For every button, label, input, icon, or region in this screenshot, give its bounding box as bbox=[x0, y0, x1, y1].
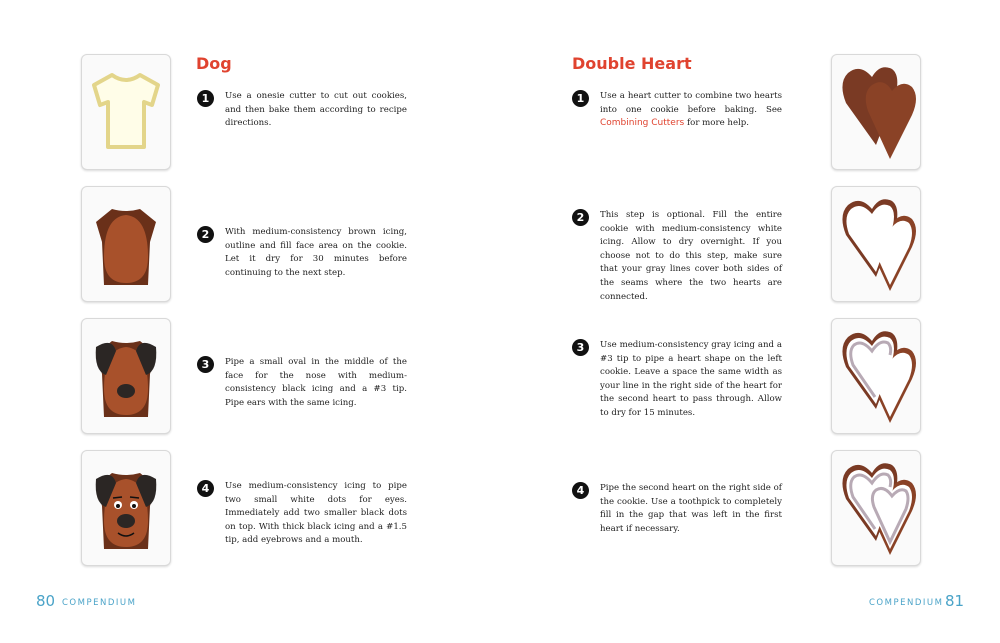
heart-step-1 bbox=[572, 90, 782, 131]
dog-step3-photo bbox=[81, 318, 171, 434]
right-page-number: 81 bbox=[945, 592, 965, 610]
heart-step1-photo bbox=[831, 54, 921, 170]
dog-step-1 bbox=[197, 90, 407, 131]
dog-step-3 bbox=[197, 356, 407, 410]
left-footer-label: COMPENDIUM bbox=[62, 598, 137, 608]
double-heart-title: Double Heart bbox=[572, 54, 692, 73]
step-number-badge: 4 bbox=[572, 482, 589, 499]
step-text: Pipe the second heart on the right side of the cookie. Use a toothpick to completely fill in the gap that was left in the first heart if necessary. bbox=[600, 483, 782, 534]
dog-title: Dog bbox=[196, 54, 232, 73]
heart-step3-photo bbox=[831, 318, 921, 434]
step-text: Use medium-consistency gray icing and a #3 tip to pipe a heart shape on the left cookie. Leave a space the same width as your line in the right side of the heart for the second heart to pass through. Allow to dry for 15 minutes. bbox=[600, 340, 782, 418]
heart-step-2 bbox=[572, 209, 782, 304]
dog-step4-photo bbox=[81, 450, 171, 566]
heart-step4-photo bbox=[831, 450, 921, 566]
step-number-badge: 4 bbox=[197, 480, 214, 497]
step-number-badge: 2 bbox=[197, 226, 214, 243]
dog-step-4 bbox=[197, 480, 407, 548]
right-footer-label: COMPENDIUM bbox=[869, 598, 944, 608]
step-text: With medium-consistency brown icing, outline and fill face area on the cookie. Let it dry for 30 minutes before continuing to the next step. bbox=[225, 227, 407, 278]
heart-step2-photo bbox=[831, 186, 921, 302]
heart-step-4 bbox=[572, 482, 782, 536]
step-number-badge: 1 bbox=[572, 90, 589, 107]
left-page-number: 80 bbox=[36, 592, 56, 610]
step-number-badge: 1 bbox=[197, 90, 214, 107]
step-text bbox=[600, 90, 782, 131]
step-text: This step is optional. Fill the entire cookie with medium-consistency white icing. Allow to dry overnight. If you choose not to do this step, make sure that your gray lines cover both sides of the seams where the two hearts are connected. bbox=[600, 210, 782, 302]
step-text: Pipe a small oval in the middle of the face for the nose with medium-consistency black icing and a #3 tip. Pipe ears with the same icing. bbox=[225, 357, 407, 408]
step-text: Use a onesie cutter to cut out cookies, and then bake them according to recipe directions. bbox=[225, 91, 407, 129]
step-number-badge: 3 bbox=[197, 356, 214, 373]
heart-step-3 bbox=[572, 339, 782, 421]
combining-cutters-link[interactable]: Combining Cutters bbox=[600, 118, 685, 129]
dog-step-2 bbox=[197, 226, 407, 280]
step-text: Use medium-consistency icing to pipe two small white dots for eyes. Immediately add two smaller black dots on top. With thick black icing and a #1.5 tip, add eyebrows and a mouth. bbox=[225, 481, 407, 546]
dog-step1-photo bbox=[81, 54, 171, 170]
step-number-badge: 3 bbox=[572, 339, 589, 356]
dog-step2-photo bbox=[81, 186, 171, 302]
step-text-part: for more help. bbox=[684, 118, 750, 129]
step-number-badge: 2 bbox=[572, 209, 589, 226]
step-text-part: Use a heart cutter to combine two hearts into one cookie before baking. See bbox=[600, 91, 782, 115]
